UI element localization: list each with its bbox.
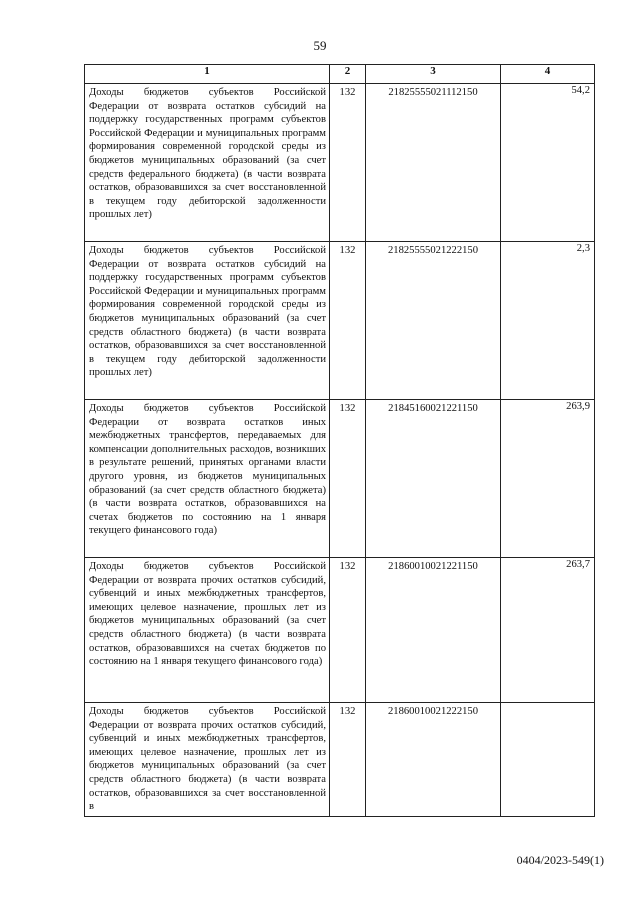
row-budget-code: 21860010021222150 — [366, 703, 501, 817]
row-budget-code: 21860010021221150 — [366, 558, 501, 703]
row-description: Доходы бюджетов субъектов Российской Федерации от возврата прочих остатков субсидий, субвенций и иных межбюджетных трансфертов, имеющих целевое назначение, прошлых лет из бюджетов муниципальных образований (за счет средств областного бюджета) (в части возврата остатков, образовавшихся на счетах бюджетов по состоянию на 1 января текущего финансового года) — [85, 558, 330, 703]
row-admin-code: 132 — [330, 703, 366, 817]
row-amount — [501, 703, 595, 817]
row-admin-code: 132 — [330, 558, 366, 703]
table-row — [85, 703, 595, 817]
table-row — [85, 84, 595, 242]
budget-table — [84, 64, 595, 817]
row-budget-code: 21845160021221150 — [366, 400, 501, 558]
table-header-row — [85, 65, 595, 84]
row-description: Доходы бюджетов субъектов Российской Федерации от возврата остатков иных межбюджетных трансфертов, передаваемых для компенсации дополнительных расходов, возникших в результате решений, принятых органами власти другого уровня, из бюджетов муниципальных образований (за счет средств областного бюджета) (в части возврата остатков, образовавшихся на счетах бюджетов по состоянию на 1 января текущего финансового года) — [85, 400, 330, 558]
table-row — [85, 558, 595, 703]
row-admin-code: 132 — [330, 242, 366, 400]
row-admin-code: 132 — [330, 400, 366, 558]
row-amount: 2,3 — [501, 242, 595, 400]
table-row — [85, 400, 595, 558]
page-number: 59 — [313, 38, 327, 53]
row-budget-code: 21825555021112150 — [366, 84, 501, 242]
row-description: Доходы бюджетов субъектов Российской Федерации от возврата остатков субсидий на поддержку государственных программ субъектов Российской Федерации и муниципальных программ формирования современной городской среды из бюджетов муниципальных образований (за счет средств областного бюджета) (в части возврата остатков, образовавшихся за счет восстановленной в текущем году дебиторской задолженности прошлых лет) — [85, 242, 330, 400]
row-admin-code: 132 — [330, 84, 366, 242]
document-code: 0404/2023-549(1) — [516, 853, 604, 867]
row-amount: 54,2 — [501, 84, 595, 242]
row-description: Доходы бюджетов субъектов Российской Федерации от возврата остатков субсидий на поддержку государственных программ субъектов Российской Федерации и муниципальных программ формирования современной городской среды из бюджетов муниципальных образований (за счет средств федерального бюджета) (в части возврата остатков, образовавшихся за счет восстановленной в текущем году дебиторской задолженности прошлых лет) — [85, 84, 330, 242]
row-amount: 263,7 — [501, 558, 595, 703]
header-col-4: 4 — [501, 65, 595, 84]
row-description: Доходы бюджетов субъектов Российской Федерации от возврата прочих остатков субсидий, субвенций и иных межбюджетных трансфертов, имеющих целевое назначение, прошлых лет из бюджетов муниципальных образований (за счет средств областного бюджета) (в части возврата остатков, образовавшихся за счет восстановленной в — [85, 703, 330, 817]
row-budget-code: 21825555021222150 — [366, 242, 501, 400]
header-col-3: 3 — [366, 65, 501, 84]
header-col-1: 1 — [85, 65, 330, 84]
header-col-2: 2 — [330, 65, 366, 84]
table-row — [85, 242, 595, 400]
row-amount: 263,9 — [501, 400, 595, 558]
